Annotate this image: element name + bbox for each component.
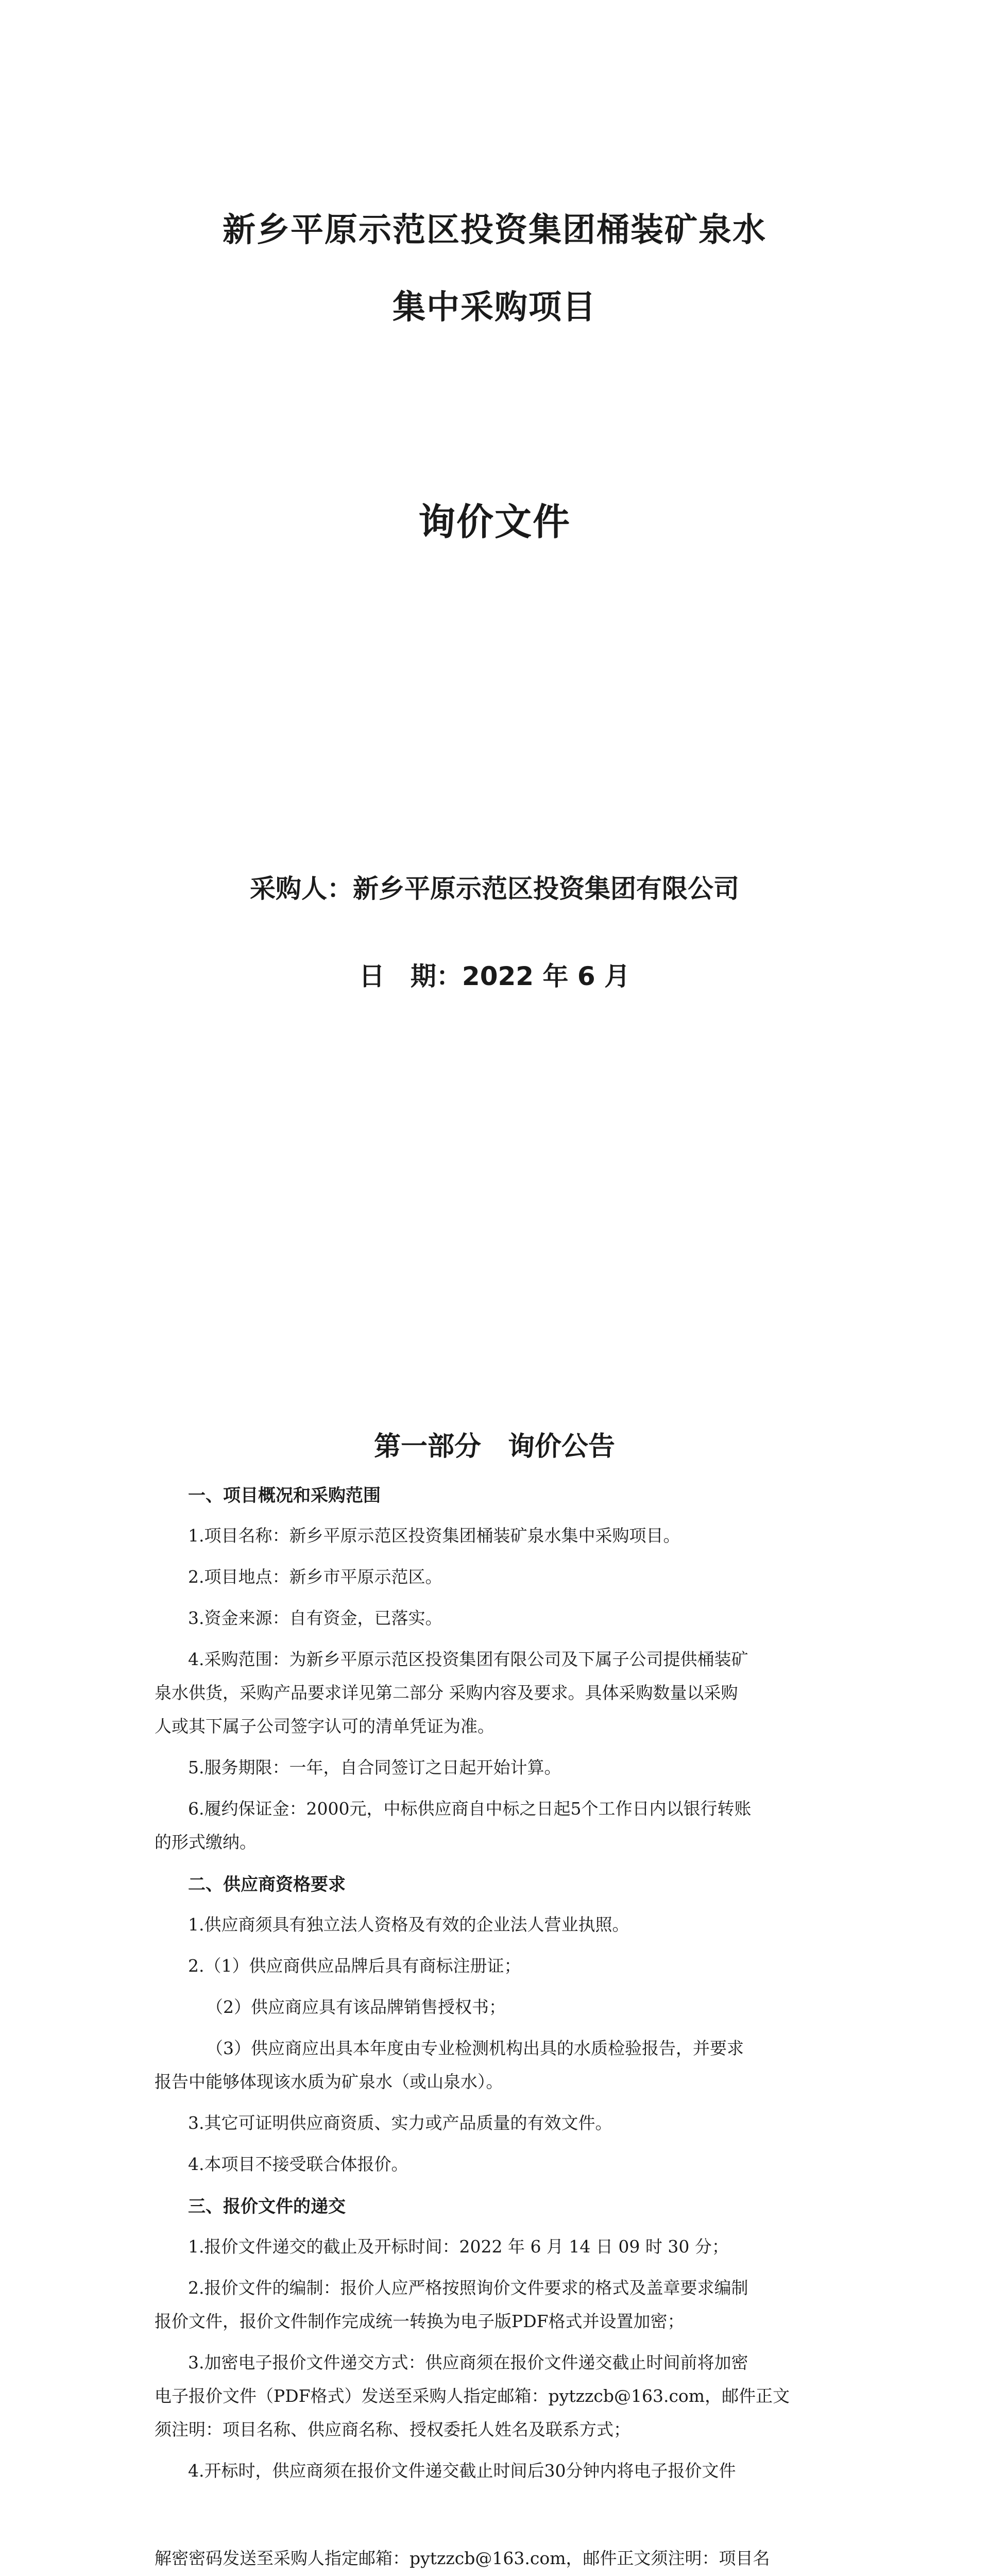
s2-heading: 二、供应商资格要求 bbox=[188, 1874, 346, 1895]
s2-item2c-l2: 报告中能够体现该水质为矿泉水（或山泉水）。 bbox=[155, 2072, 503, 2092]
s2-item4: 4.本项目不接受联合体报价。 bbox=[188, 2154, 408, 2174]
s1-item4-l2: 泉水供货，采购产品要求详见第二部分 采购内容及要求。具体采购数量以采购 bbox=[155, 1683, 738, 1703]
cover-date: 日 期：2022 年 6 月 bbox=[359, 961, 630, 991]
s1-item2: 2.项目地点：新乡市平原示范区。 bbox=[188, 1567, 442, 1587]
s3-item3-l2: 电子报价文件（PDF格式）发送至采购人指定邮箱：pytzzcb@163.com，邮件正文 bbox=[155, 2386, 790, 2406]
s3-item2-l2: 报价文件，报价文件制作完成统一转换为电子版PDF格式并设置加密； bbox=[155, 2311, 685, 2331]
s2-item2: 2.（1）供应商供应品牌后具有商标注册证； bbox=[188, 1956, 521, 1976]
s3-item4-l1: 4.开标时，供应商须在报价文件递交截止时间后30分钟内将电子报价文件 bbox=[188, 2461, 736, 2481]
cover-purchaser: 采购人：新乡平原示范区投资集团有限公司 bbox=[250, 874, 739, 904]
s1-item1: 1.项目名称：新乡平原示范区投资集团桶装矿泉水集中采购项目。 bbox=[188, 1526, 680, 1546]
cover-title-line1: 新乡平原示范区投资集团桶装矿泉水 bbox=[223, 211, 766, 249]
s2-item2b: （2）供应商应具有该品牌销售授权书； bbox=[206, 1997, 506, 2017]
s2-item3: 3.其它可证明供应商资质、实力或产品质量的有效文件。 bbox=[188, 2113, 612, 2133]
s2-item2c-l1: （3）供应商应出具本年度由专业检测机构出具的水质检验报告，并要求 bbox=[206, 2038, 744, 2058]
s3-item3-l3: 须注明：项目名称、供应商名称、授权委托人姓名及联系方式； bbox=[155, 2419, 630, 2439]
s1-heading: 一、项目概况和采购范围 bbox=[188, 1485, 381, 1506]
s3-item3-l1: 3.加密电子报价文件递交方式：供应商须在报价文件递交截止时间前将加密 bbox=[188, 2352, 748, 2372]
cover-title-line2: 集中采购项目 bbox=[393, 289, 596, 327]
s1-item4-l3: 人或其下属子公司签字认可的清单凭证为准。 bbox=[155, 1716, 494, 1736]
s3-item4-l2: 解密密码发送至采购人指定邮箱：pytzzcb@163.com，邮件正文须注明：项目名 bbox=[155, 2548, 770, 2568]
s3-heading: 三、报价文件的递交 bbox=[188, 2196, 346, 2217]
s2-item1: 1.供应商须具有独立法人资格及有效的企业法人营业执照。 bbox=[188, 1914, 629, 1935]
s1-item5: 5.服务期限：一年，自合同签订之日起开始计算。 bbox=[188, 1757, 561, 1777]
doc-type: 询价文件 bbox=[418, 500, 571, 544]
s1-item3: 3.资金来源：自有资金，已落实。 bbox=[188, 1608, 442, 1628]
s1-item6-l1: 6.履约保证金：2000元，中标供应商自中标之日起5个工作日内以银行转账 bbox=[188, 1799, 752, 1819]
part1-title: 第一部分 询价公告 bbox=[373, 1431, 615, 1462]
s1-item4-l1: 4.采购范围：为新乡平原示范区投资集团有限公司及下属子公司提供桶装矿 bbox=[188, 1649, 748, 1669]
s1-item6-l2: 的形式缴纳。 bbox=[155, 1832, 257, 1852]
s3-item1: 1.报价文件递交的截止及开标时间：2022 年 6 月 14 日 09 时 30 分； bbox=[188, 2236, 729, 2257]
s3-item2-l1: 2.报价文件的编制：报价人应严格按照询价文件要求的格式及盖章要求编制 bbox=[188, 2278, 748, 2298]
